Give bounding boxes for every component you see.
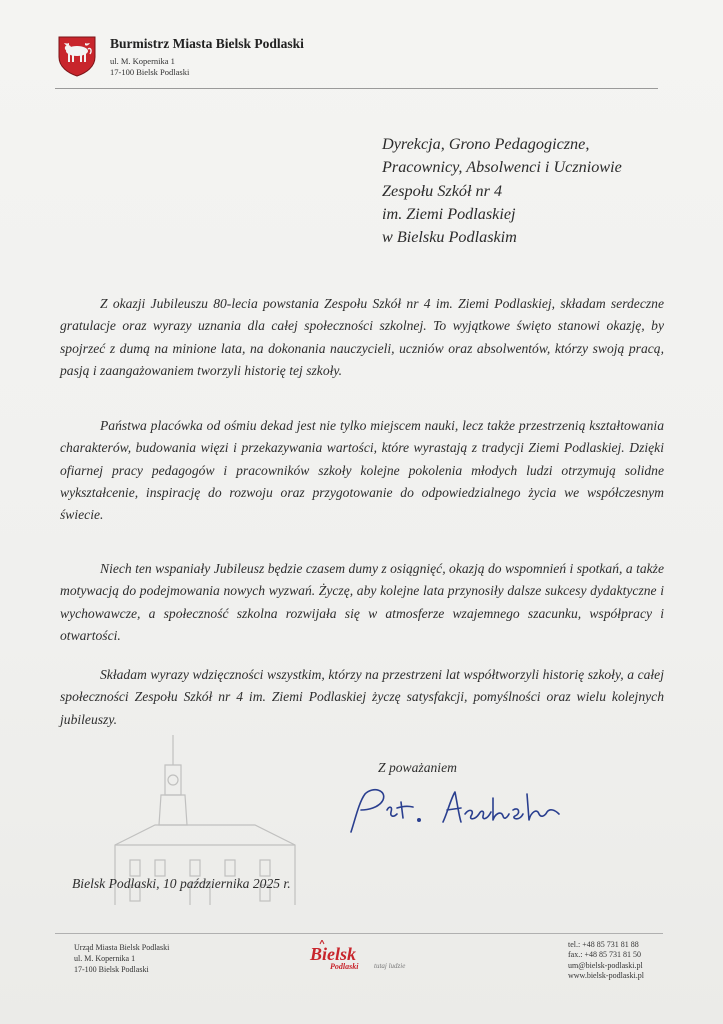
recipient-line: w Bielsku Podlaskim: [382, 228, 517, 247]
body-paragraph: [60, 558, 664, 647]
recipient-line: im. Ziemi Podlaskiej: [382, 204, 516, 223]
svg-text:Bielsk: Bielsk: [310, 944, 357, 964]
issuer-address-line1: ul. M. Kopernika 1: [110, 56, 175, 66]
paragraph-text: Z okazji Jubileuszu 80-lecia powstania Zespołu Szkół nr 4 im. Ziemi Podlaskiej, składam serdeczne gratulacje oraz wyrazy uznania dla całej społeczności szkolnej. To wyjątkowe święto stanowi okazję, by spojrzeć z dumą na minione lata, na dokonania nauczycieli, uczniów oraz absolwentów, którzy swoją pracą, pasją i zaangażowaniem tworzyli historię tej szkoły.: [60, 296, 664, 378]
issuer-title: Burmistrz Miasta Bielsk Podlaski: [110, 36, 304, 51]
footer-email[interactable]: um@bielsk-podlaski.pl: [568, 960, 643, 970]
footer-phone: tel.: +48 85 731 81 88: [568, 940, 639, 949]
issuer-address-line2: 17-100 Bielsk Podlaski: [110, 67, 190, 77]
recipient-line: Dyrekcja, Grono Pedagogiczne,: [382, 135, 590, 153]
body-paragraph: [60, 293, 664, 382]
recipient-line: Pracownicy, Absolwenci i Uczniowie: [382, 158, 622, 177]
recipient-line: Zespołu Szkół nr 4: [382, 181, 503, 200]
paragraph-text: Niech ten wspaniały Jubileusz będzie czasem dumy z osiągnięć, okazją do wspomnień i spotkań, a także motywacją do podejmowania nowych wyzwań. Życzę, aby kolejne lata przynosiły dalsze sukcesy dydaktyczne i wychowawcze, a społeczność szkolna rozwijała się w atmosferze wzajemnego szacunku, współpracy i otwartości.: [60, 561, 664, 643]
bielsk-podlaski-logo: [306, 940, 424, 972]
town-hall-watermark: [95, 725, 305, 925]
body-paragraph: [60, 664, 664, 731]
handwritten-signature: [343, 780, 573, 840]
footer-divider: [55, 933, 663, 934]
svg-text:tutaj ludzie: tutaj ludzie: [374, 962, 406, 970]
paragraph-text: Państwa placówka od ośmiu dekad jest nie tylko miejscem nauki, lecz także przestrzenią kształtowania charakterów, budowania więzi i przekazywania wartości, które wyrastają z tradycji Ziemi Podlaskiej. Dzięki ofiarnej pracy pedagogów i pracowników szkoły kolejne pokolenia młodych ludzi otrzymują solidne wykształcenie, inspirację do rozwoju oraz przygotowanie do odpowiedzialnego życia we współczesnym świecie.: [60, 418, 664, 523]
footer-office-line: 17-100 Bielsk Podlaski: [74, 965, 149, 974]
footer-office-line: ul. M. Kopernika 1: [74, 954, 136, 963]
recipient-block: [382, 133, 622, 249]
footer-fax: fax.: +48 85 731 81 50: [568, 950, 641, 960]
footer-office-address: [74, 942, 169, 975]
footer-website[interactable]: www.bielsk-podlaski.pl: [568, 970, 644, 980]
closing-phrase: Z poważaniem: [378, 760, 457, 775]
svg-text:Podlaski: Podlaski: [330, 962, 359, 971]
header-divider: [55, 88, 658, 89]
footer-contact: [568, 940, 644, 981]
body-paragraph: [60, 415, 664, 526]
footer-office-line: Urząd Miasta Bielsk Podlaski: [74, 943, 170, 952]
place-and-date: Bielsk Podlaski, 10 października 2025 r.: [72, 876, 291, 891]
bull-crest-icon: [55, 33, 99, 77]
paragraph-text: Składam wyrazy wdzięczności wszystkim, którzy na przestrzeni lat współtworzyli historię szkoły, a całej społeczności Zespołu Szkół nr 4 im. Ziemi Podlaskiej życzę satysfakcji, pomyślności oraz wielu kolejnych jubileuszy.: [60, 667, 664, 727]
